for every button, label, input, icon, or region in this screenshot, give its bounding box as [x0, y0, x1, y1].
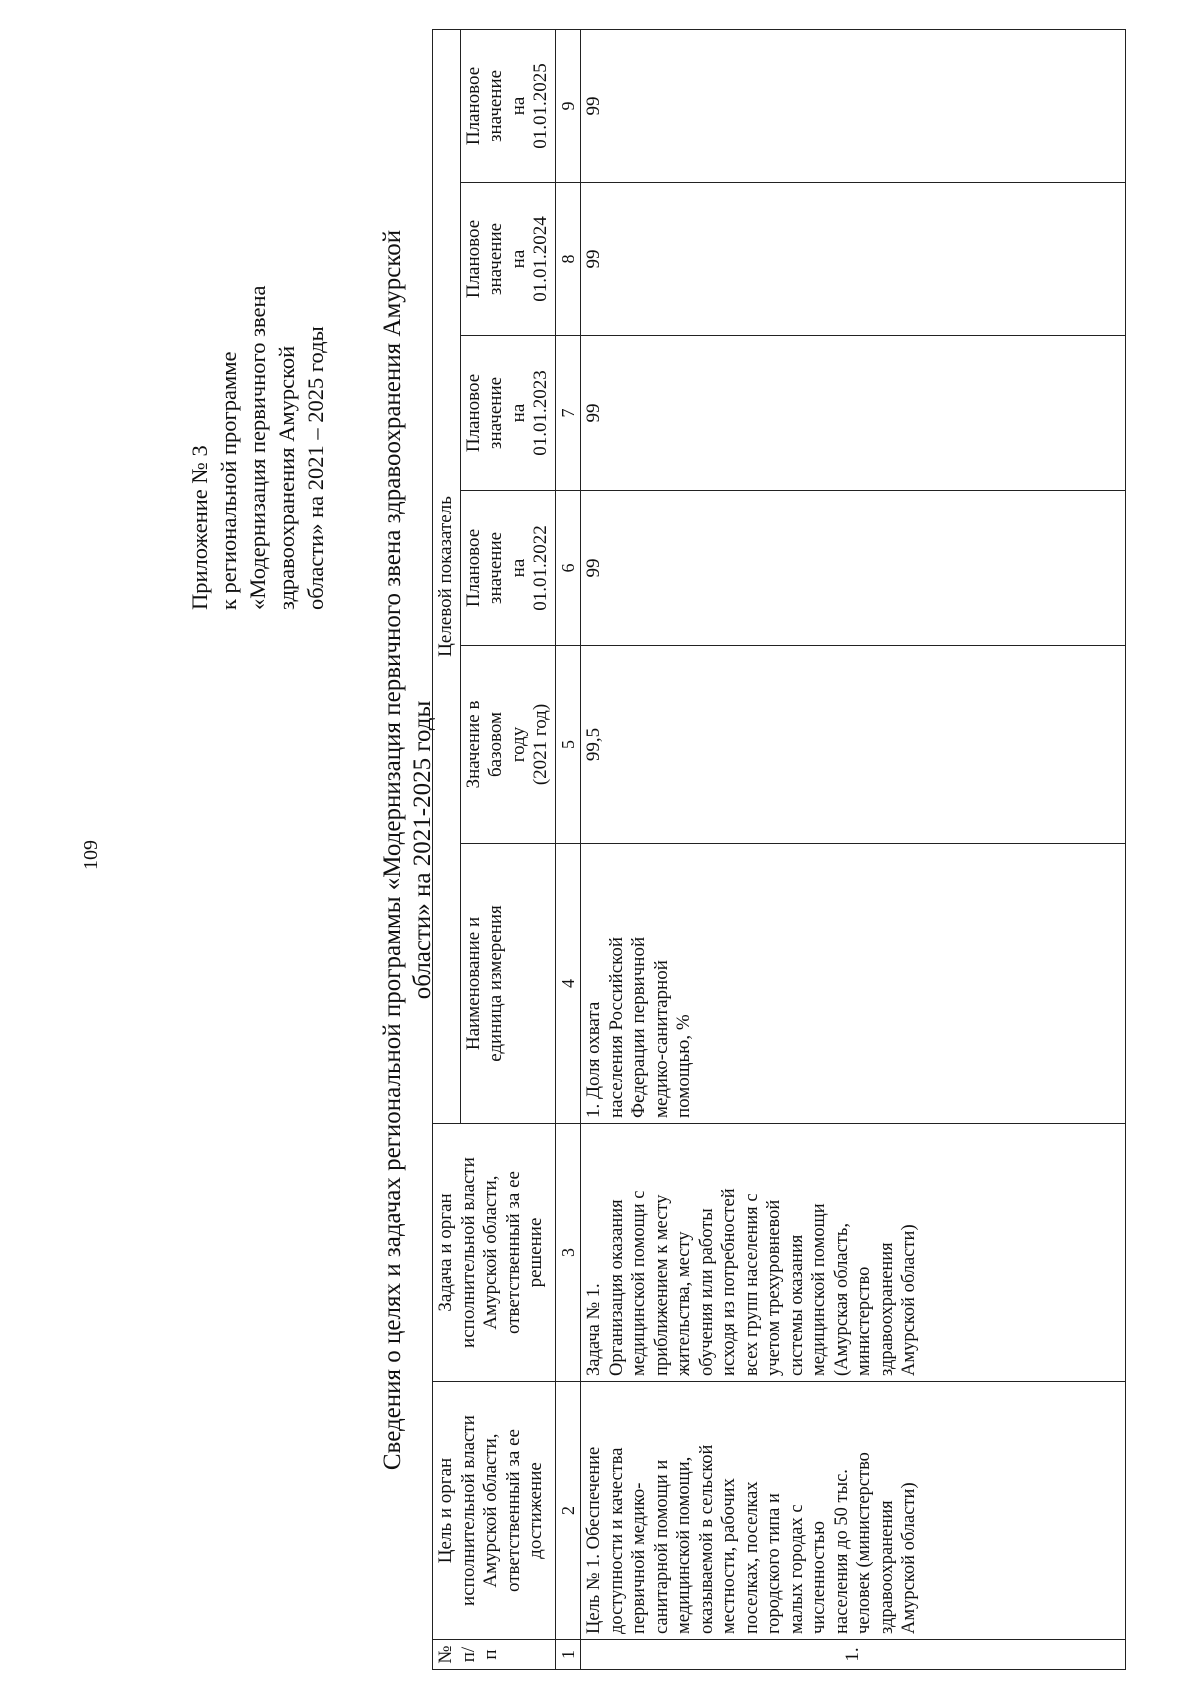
- goal-cell: Цель № 1. Обеспечение доступности и качества первичной медико- санитарной помощи и медицинской помощи, оказываемой в сельской местности, рабочих поселках, поселках городского типа и малых городах с численностью населения до 50 тыс. человек (министерство здравоохранения Амурской области): [581, 1382, 1126, 1640]
- header-num: № п/п: [433, 1640, 556, 1670]
- title-line-1: Сведения о целях и задачах региональной программы «Модернизация первичного звена здравоохранения Амурской: [379, 229, 406, 1471]
- header-base-value: Значение в базовом году (2021 год): [460, 646, 555, 844]
- header-row-1: [433, 29, 461, 1669]
- header-task: Задача и орган исполнительной власти Амурской области, ответственный за ее решение: [433, 1124, 556, 1382]
- appendix-heading: [185, 50, 330, 610]
- column-number-row: [555, 29, 581, 1669]
- plan-2025-cell: 99: [581, 29, 1126, 182]
- appendix-line: области» на 2021 – 2025 годы: [303, 326, 328, 610]
- appendix-line: здравоохранения Амурской: [274, 345, 299, 610]
- plan-2023-cell: 99: [581, 336, 1126, 491]
- header-target-indicator: Целевой показатель: [433, 29, 461, 1123]
- column-number: 9: [555, 29, 581, 182]
- table-row: [581, 29, 1126, 1669]
- header-goal: Цель и орган исполнительной власти Амурской области, ответственный за ее достижение: [433, 1382, 556, 1640]
- header-indicator-name: Наименование и единица измерения: [460, 844, 555, 1124]
- appendix-line: Приложение № 3: [187, 445, 212, 610]
- column-number: 2: [555, 1382, 581, 1640]
- column-number: 4: [555, 844, 581, 1124]
- goals-table-wrap: [432, 29, 1126, 1670]
- header-plan-2025: Плановое значение на 01.01.2025: [460, 29, 555, 182]
- header-plan-2023: Плановое значение на 01.01.2023: [460, 336, 555, 491]
- column-number: 5: [555, 646, 581, 844]
- column-number: 7: [555, 336, 581, 491]
- header-plan-2022: Плановое значение на 01.01.2022: [460, 491, 555, 646]
- base-value-cell: 99,5: [581, 646, 1126, 844]
- appendix-line: к региональной программе: [216, 351, 241, 610]
- plan-2024-cell: 99: [581, 183, 1126, 336]
- header-plan-2024: Плановое значение на 01.01.2024: [460, 183, 555, 336]
- task-cell: Задача № 1. Организация оказания медицинской помощи с приближением к месту жительства, месту обучения или работы исходя из потребностей всех групп населения с учетом трехуровневой системы оказания медицинской помощи (Амурская область, министерство здравоохранения Амурской области): [581, 1124, 1126, 1382]
- appendix-line: «Модернизация первичного звена: [245, 285, 270, 610]
- column-number: 8: [555, 183, 581, 336]
- column-number: 1: [555, 1640, 581, 1670]
- page-number: 109: [80, 840, 102, 870]
- document-title: [378, 30, 438, 1670]
- title-line-2: области» на 2021-2025 годы: [409, 700, 436, 1000]
- column-number: 3: [555, 1124, 581, 1382]
- goals-table: [432, 29, 1126, 1670]
- indicator-cell: 1. Доля охвата населения Российской Федерации первичной медико-санитарной помощью, %: [581, 844, 1126, 1124]
- row-number: 1.: [581, 1640, 1126, 1670]
- column-number: 6: [555, 491, 581, 646]
- plan-2022-cell: 99: [581, 491, 1126, 646]
